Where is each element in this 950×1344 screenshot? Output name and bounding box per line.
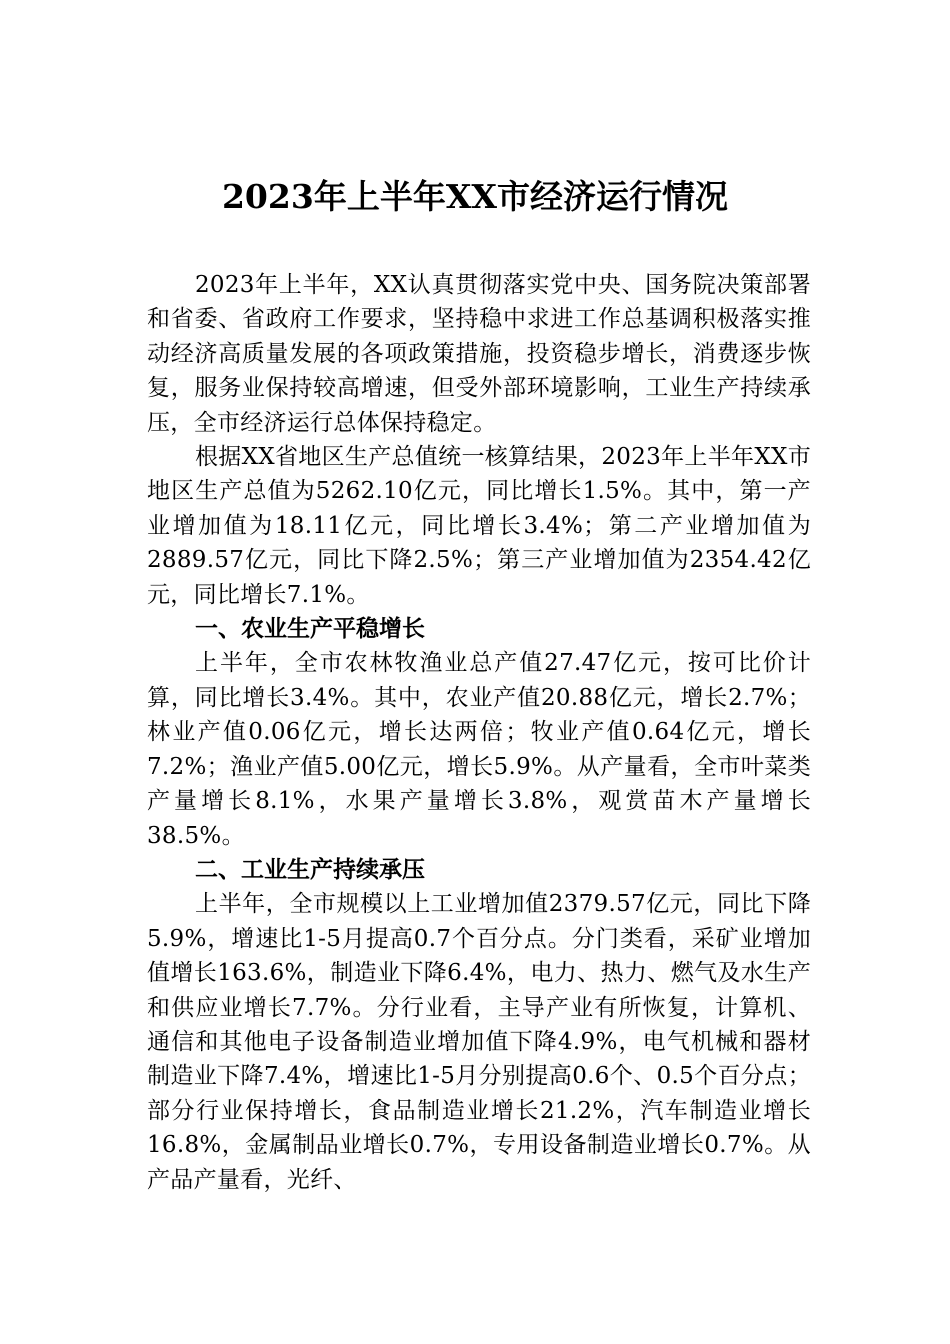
section-heading-agriculture: 一、农业生产平稳增长: [195, 616, 425, 643]
agriculture-paragraph: 上半年，全市农林牧渔业总产值27.47亿元，按可比价计算，同比增长3.4%。其中，农业产值20.88亿元，增长2.7%；林业产值0.06亿元，增长达两倍；牧业产值0.64亿元，增长7.2%；渔业产值5.00亿元，增长5.9%。从产量看，全市叶菜类产量增长8.1%，水果产量增长3.8%，观赏苗木产量增长38.5%。: [147, 650, 811, 849]
gdp-paragraph: 根据XX省地区生产总值统一核算结果，2023年上半年XX市地区生产总值为5262.10亿元，同比增长1.5%。其中，第一产业增加值为18.11亿元，同比增长3.4%；第二产业增加值为2889.57亿元，同比下降2.5%；第三产业增加值为2354.42亿元，同比增长7.1%。: [147, 444, 811, 608]
industry-paragraph: 上半年，全市规模以上工业增加值2379.57亿元，同比下降5.9%，增速比1-5月提高0.7个百分点。分门类看，采矿业增加值增长163.6%，制造业下降6.4%，电力、热力、燃气及水生产和供应业增长7.7%。分行业看，主导产业有所恢复，计算机、通信和其他电子设备制造业增加值下降4.9%，电气机械和器材制造业下降7.4%，增速比1-5月分别提高0.6个、0.5个百分点；部分行业保持增长，食品制造业增长21.2%，汽车制造业增长16.8%，金属制品业增长0.7%，专用设备制造业增长0.7%。从产品产量看，光纤、: [147, 891, 811, 1193]
document-body: [147, 268, 811, 1197]
intro-paragraph: 2023年上半年，XX认真贯彻落实党中央、国务院决策部署和省委、省政府工作要求，坚持稳中求进工作总基调积极落实推动经济高质量发展的各项政策措施，投资稳步增长，消费逐步恢复，服务业保持较高增速，但受外部环境影响，工业生产持续承压，全市经济运行总体保持稳定。: [147, 272, 811, 436]
document-title: 2023年上半年XX市经济运行情况: [221, 177, 729, 216]
section-heading-industry: 二、工业生产持续承压: [195, 856, 425, 883]
